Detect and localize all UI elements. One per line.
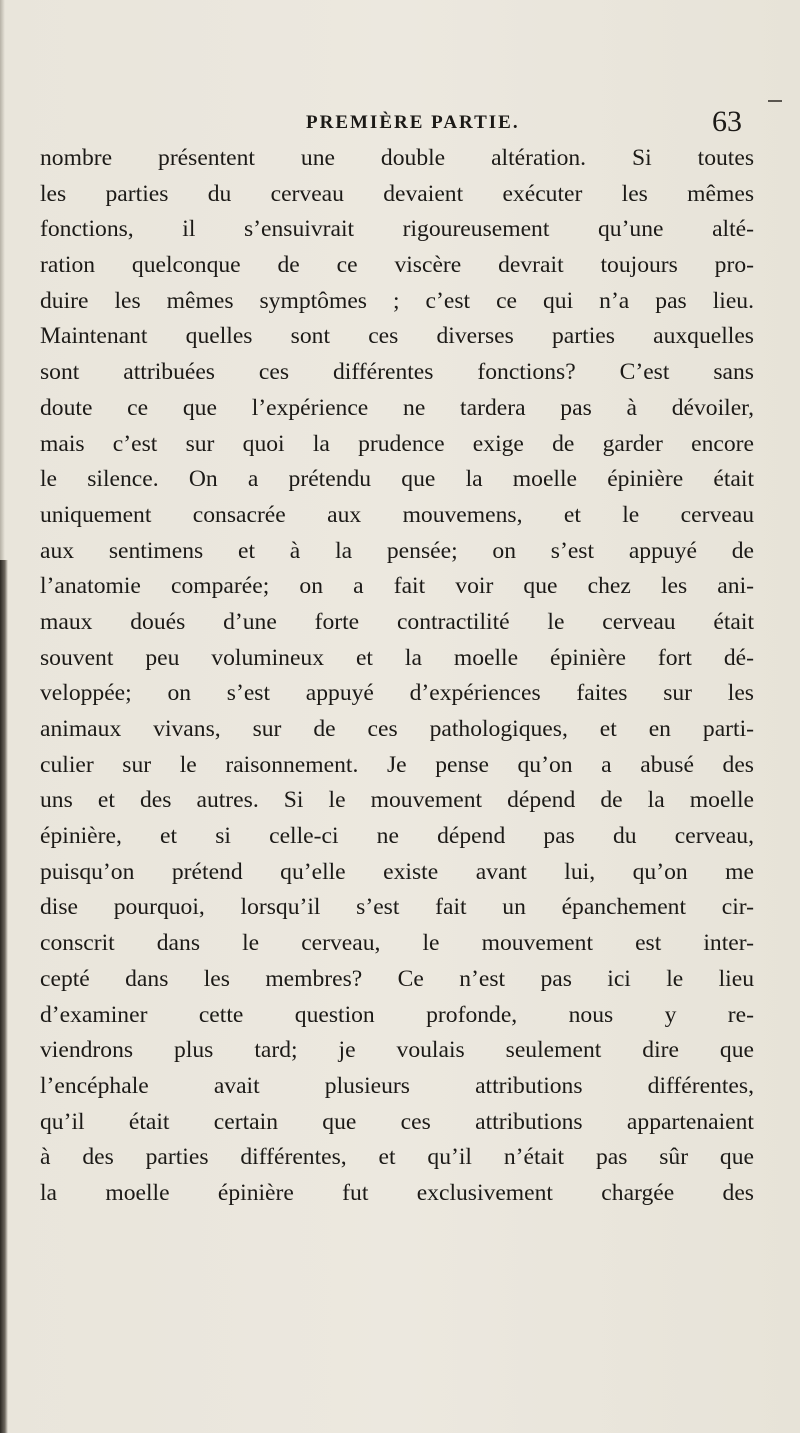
text-line: dise pourquoi, lorsqu’il s’est fait un épanchement cir- (40, 894, 754, 921)
page-edge-shadow-top (0, 0, 5, 560)
text-line: uns et des autres. Si le mouvement dépend de la moelle (40, 787, 754, 814)
text-line: nombre présentent une double altération. Si toutes (40, 145, 754, 171)
text-line: souvent peu volumineux et la moelle épinière fort dé- (40, 644, 754, 671)
text-line: l’anatomie comparée; on a fait voir que chez les ani- (40, 573, 754, 600)
text-line: doute ce que l’expérience ne tardera pas à dévoiler, (40, 394, 754, 421)
text-line: l’encéphale avait plusieurs attributions différentes, (40, 1072, 754, 1099)
text-line: uniquement consacrée aux mouvemens, et le cerveau (40, 501, 754, 528)
text-line: ration quelconque de ce viscère devrait toujours pro- (40, 252, 754, 279)
text-line: Maintenant quelles sont ces diverses parties auxquelles (40, 323, 754, 350)
text-line: qu’il était certain que ces attributions appartenaient (40, 1108, 754, 1135)
text-line: duire les mêmes symptômes ; c’est ce qui n’a pas lieu. (40, 287, 754, 314)
text-line: les parties du cerveau devaient exécuter les mêmes (40, 180, 754, 207)
text-line: sont attribuées ces différentes fonctions? C’est sans (40, 359, 754, 386)
text-line: d’examiner cette question profonde, nous y re- (40, 1001, 754, 1028)
text-line: le silence. On a prétendu que la moelle épinière était (40, 466, 754, 493)
text-line: viendrons plus tard; je voulais seulement dire que (40, 1037, 754, 1064)
body-text (40, 141, 754, 1212)
text-line: mais c’est sur quoi la prudence exige de garder encore (40, 430, 754, 457)
text-line: animaux vivans, sur de ces pathologiques, et en parti- (40, 716, 754, 742)
text-line: à des parties différentes, et qu’il n’était pas sûr que (40, 1144, 754, 1171)
corner-mark (768, 100, 782, 102)
text-line: maux doués d’une forte contractilité le cerveau était (40, 608, 754, 635)
running-head: PREMIÈRE PARTIE. (306, 112, 520, 133)
text-line: aux sentimens et à la pensée; on s’est appuyé de (40, 537, 754, 564)
text-line: épinière, et si celle-ci ne dépend pas du cerveau, (40, 823, 754, 850)
text-line: veloppée; on s’est appuyé d’expériences faites sur les (40, 680, 754, 707)
text-line: la moelle épinière fut exclusivement chargée des (40, 1179, 754, 1206)
text-line: culier sur le raisonnement. Je pense qu’on a abusé des (40, 751, 754, 778)
text-line: conscrit dans le cerveau, le mouvement est inter- (40, 930, 754, 957)
page-header (0, 105, 800, 142)
page-edge-shadow (0, 560, 8, 1433)
text-line: cepté dans les membres? Ce n’est pas ici le lieu (40, 965, 754, 992)
text-line: fonctions, il s’ensuivrait rigoureusement qu’une alté- (40, 216, 754, 243)
text-line: puisqu’on prétend qu’elle existe avant lui, qu’on me (40, 858, 754, 885)
page-number: 63 (712, 105, 742, 138)
